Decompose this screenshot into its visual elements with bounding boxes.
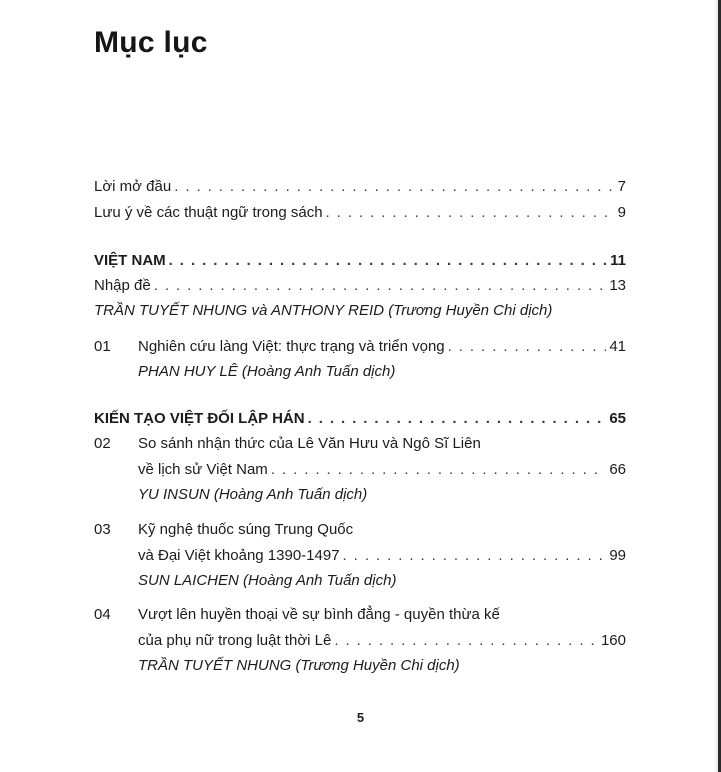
chapter-author: TRẦN TUYẾT NHUNG (Trương Huyền Chi dịch) — [138, 657, 460, 674]
chapter-title-line: Kỹ nghệ thuốc súng Trung Quốc — [138, 521, 354, 538]
dot-leader — [343, 545, 607, 567]
toc-part-heading-kien-tao[interactable] — [94, 408, 626, 430]
toc-chapter-03[interactable] — [138, 545, 626, 567]
chapter-author: YU INSUN (Hoàng Anh Tuấn dịch) — [138, 486, 368, 503]
chapter-number: 03 — [94, 521, 111, 538]
chapter-page: 99 — [609, 547, 626, 564]
chapter-title: Nghiên cứu làng Việt: thực trạng và triển vọng — [138, 338, 445, 355]
page-title: Mục lục — [94, 26, 208, 59]
page-number: 5 — [356, 710, 365, 725]
chapter-page: 160 — [600, 632, 626, 649]
entry-author: TRẦN TUYẾT NHUNG và ANTHONY REID (Trương Huyền Chi dịch) — [94, 302, 553, 319]
dot-leader — [154, 275, 607, 297]
chapter-author: SUN LAICHEN (Hoàng Anh Tuấn dịch) — [138, 572, 397, 589]
entry-page: 9 — [617, 204, 626, 221]
chapter-title: và Đại Việt khoảng 1390-1497 — [138, 547, 340, 564]
chapter-title-line: So sánh nhận thức của Lê Văn Hưu và Ngô Sĩ Liên — [138, 435, 481, 452]
entry-page: 7 — [617, 178, 626, 195]
toc-part-heading-viet-nam[interactable] — [94, 250, 626, 272]
dot-leader — [308, 408, 607, 430]
entry-label: Lời mở đầu — [94, 178, 172, 195]
chapter-number: 04 — [94, 606, 111, 623]
chapter-number: 01 — [94, 338, 111, 355]
chapter-title: về lịch sử Việt Nam — [138, 461, 268, 478]
toc-entry-terminology-note[interactable] — [94, 202, 626, 224]
entry-label: Lưu ý về các thuật ngữ trong sách — [94, 204, 323, 221]
part-heading: KIẾN TẠO VIỆT ĐỐI LẬP HÁN — [94, 410, 305, 427]
toc-chapter-04[interactable] — [138, 630, 626, 652]
dot-leader — [169, 250, 607, 272]
chapter-page: 41 — [609, 338, 626, 355]
chapter-page: 66 — [609, 461, 626, 478]
entry-page: 13 — [609, 277, 626, 294]
chapter-author: PHAN HUY LÊ (Hoàng Anh Tuấn dịch) — [138, 363, 396, 380]
chapter-title-line: Vượt lên huyền thoại về sự bình đẳng - quyền thừa kế — [138, 606, 500, 623]
toc-entry-introduction[interactable] — [94, 275, 626, 297]
dot-leader — [174, 176, 614, 198]
entry-label: Nhập đề — [94, 277, 151, 294]
part-page: 65 — [609, 410, 626, 427]
chapter-number: 02 — [94, 435, 111, 452]
dot-leader — [448, 336, 607, 358]
toc-chapter-02[interactable] — [138, 459, 626, 481]
part-heading: VIỆT NAM — [94, 252, 166, 269]
toc-entry-preface[interactable] — [94, 176, 626, 198]
part-page: 11 — [610, 252, 626, 269]
chapter-title: của phụ nữ trong luật thời Lê — [138, 632, 332, 649]
dot-leader — [334, 630, 598, 652]
dot-leader — [326, 202, 615, 224]
dot-leader — [271, 459, 607, 481]
toc-chapter-01[interactable] — [138, 336, 626, 358]
